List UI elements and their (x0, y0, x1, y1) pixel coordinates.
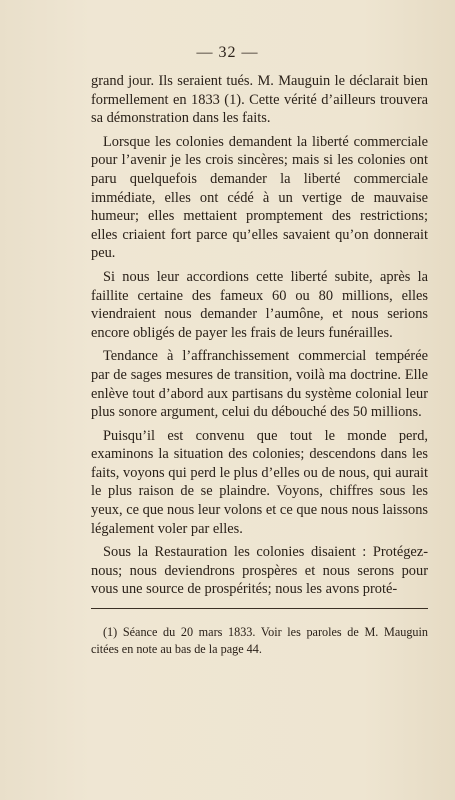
page-number: — 32 — (196, 44, 259, 61)
paragraph: grand jour. Ils seraient tués. M. Mauguin le déclarait bien formellement en 1833 (1). Cette vérité d’ailleurs trouvera sa démonstration dans les faits. (91, 73, 428, 127)
paragraph: Puisqu’il est convenu que tout le monde perd, examinons la situation des colonies; descendons dans les faits, voyons qui perd le plus d’elles ou de nous, qui aurait le plus raison de se plaindre. Voyons, chiffres sous les yeux, ce que nous leur volons et ce que nous nous laissons légalement voler par elles. (91, 427, 428, 537)
body-text (91, 72, 428, 604)
paragraph: Tendance à l’affranchissement commercial tempérée par de sages mesures de transition, voilà ma doctrine. Elle enlève tout d’abord aux partisans du système colonial leur plus sonore argument, celui du débouché des 50 millions. (91, 348, 428, 421)
paragraph: Sous la Restauration les colonies disaient : Protégez-nous; nous deviendrons prospères et nous serons pour vous une source de prospérités; nous les avons proté- (91, 544, 428, 598)
paragraph: Lorsque les colonies demandent la liberté commerciale pour l’avenir je les crois sincères; mais si les colonies ont paru quelquefois demander la liberté commerciale immédiate, elles ont cédé à un vertige de mauvaise humeur; elles mettaient promptement des restrictions; elles criaient fort parce qu’elles savaient qu’on donnerait peu. (91, 133, 428, 262)
footnote: (1) Séance du 20 mars 1833. Voir les paroles de M. Mauguin citées en note au bas de la page 44. (91, 625, 428, 656)
paragraph: Si nous leur accordions cette liberté subite, après la faillite certaine des fameux 60 ou 80 millions, elles viendraient nous demander l’aumône, et nous serions encore obligés de payer les frais de leurs funérailles. (91, 268, 428, 341)
footnote-divider (91, 608, 428, 609)
